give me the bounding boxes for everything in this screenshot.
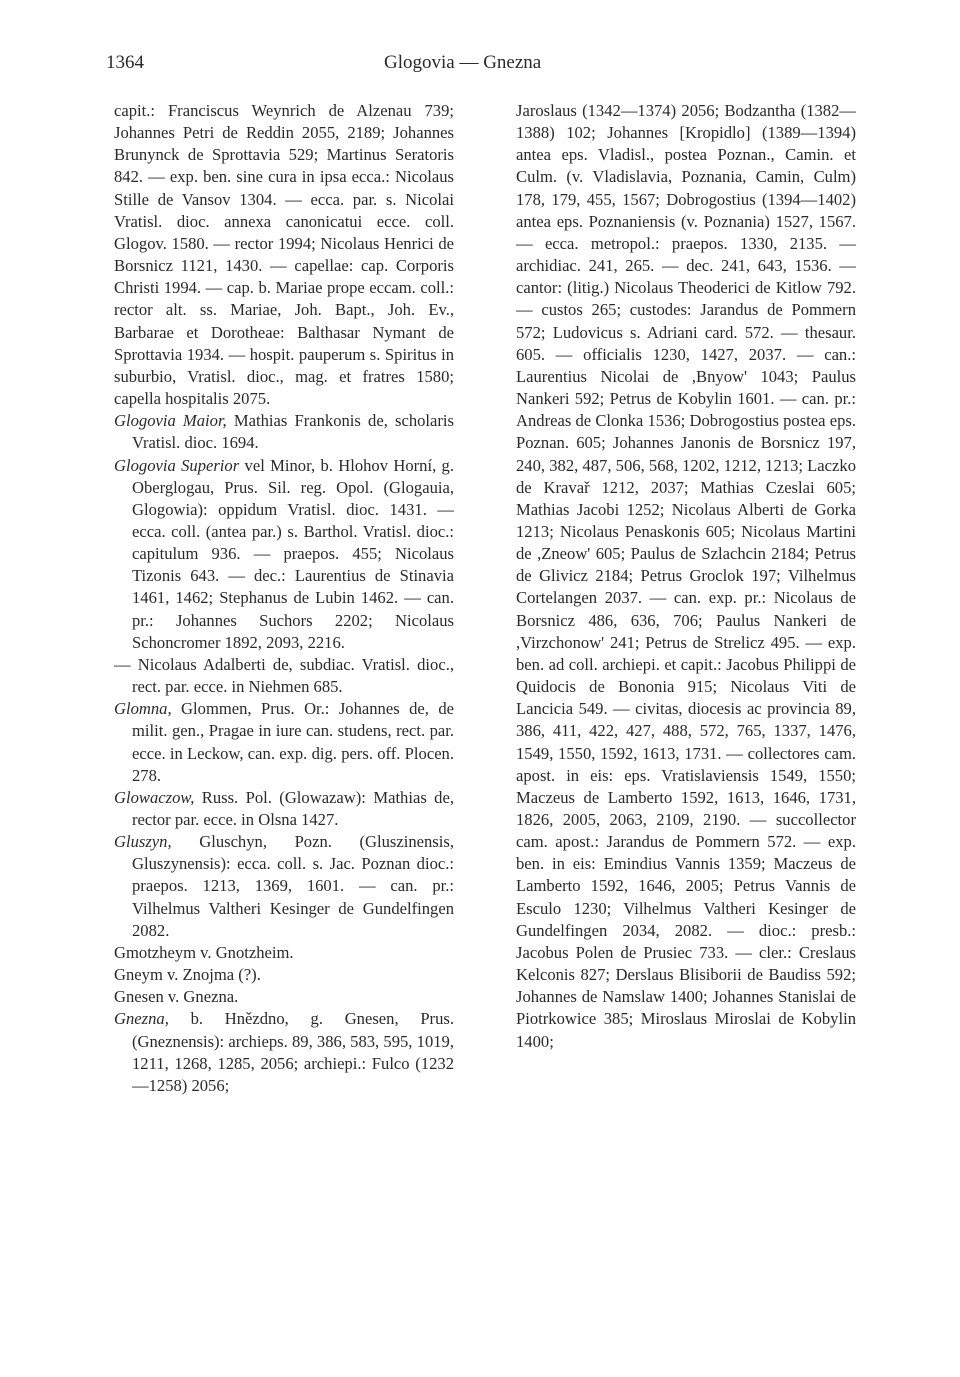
entry-text: Mathias Frankonis de, scholaris Vratisl. dioc. 1694. [132, 411, 454, 453]
entry-text: Jaroslaus (1342—1374) 2056; Bodzantha (1382—1388) 102; Johannes [Kropidlo] (1389—1394) antea eps. Vladisl., postea Poznan., Camin. et Culm. (v. Vladislavia, Poznania, Camin, Culm) 178, 179, 455, 1567; Dobrogostius (1394—1402) antea eps. Poznaniensis (v. Poznania) 1527, 1567. — ecca. metropol.: praepos. 1330, 2135. — archidiac. 241, 265. — dec. 241, 643, 1536. — cantor: (litig.) Nicolaus Theoderici de Kitlow 792. — custos 265; custodes: Jarandus de Pommern 572; Ludovicus s. Adriani card. 572. — thesaur. 605. — officialis 1230, 1427, 2037. — can.: Laurentius Nicolai de ,Bnyow' 1043; Paulus Nankeri 592; Petrus de Kobylin 1601. — can. pr.: Andreas de Clonka 1536; Dobrogostius postea eps. Poznan. 605; Johannes Janonis de Borsnicz 197, 240, 382, 487, 506, 568, 1202, 1212, 1213; Laczko de Kravař 1212, 2037; Mathias Czeslai 605; Mathias Jacobi 1252; Nicolaus Alberti de Gorka 1213; Nicolaus Penaskonis 605; Nicolaus Martini de ,Zneow' 605; Paulus de Szlachcin 2184; Petrus de Glivicz 2184; Petrus Groclok 197; Vilhelmus Cortelangen 2037. — can. exp. pr.: Nicolaus de Borsnicz 486, 636, 706; Paulus Nankeri de ,Virzchonow' 241; Petrus de Strelicz 495. — exp. ben. ad coll. archiepi. et capit.: Jacobus Philippi de Quidocis de Bononia 915; Nicolaus Viti de Lancicia 549. — civitas, diocesis ac provincia 89, 386, 411, 422, 427, 488, 572, 765, 1337, 1476, 1549, 1550, 1592, 1613, 1731. — collectores cam. apost. in eis: eps. Vratislaviensis 1549, 1550; Maczeus de Lamberto 1592, 1613, 1646, 1731, 1826, 2005, 2063, 2109, 2190. — succollector cam. apost.: Jarandus de Pommern 572. — exp. ben. in eis: Emindius Vannis 1359; Maczeus de Lamberto 1592, 1646, 2005; Petrus Vannis de Esculo 1230; Vilhelmus Valtheri Kesinger de Gundelfingen 2034, 2082. — dioc.: presb.: Jacobus Polen de Prusiec 733. — cler.: Creslaus Kelconis 827; Derslaus Blisiborii de Baudiss 592; Johannes de Namslaw 1400; Johannes Stanislai de Piotrkowice 385; Miroslaus Miroslai de Kobylin 1400; [516, 101, 856, 1051]
entry-paragraph [114, 831, 454, 942]
entry-paragraph [114, 698, 454, 787]
right-column [516, 100, 856, 1053]
running-head: Glogovia — Gnezna [384, 52, 542, 73]
entry-headword: Gnezna, [114, 1009, 169, 1029]
entry-paragraph [114, 100, 454, 410]
left-column [114, 100, 454, 1097]
entry-text: Gnesen v. Gnezna. [114, 987, 239, 1007]
entry-headword: Glogovia Maior, [114, 411, 227, 431]
entry-paragraph [114, 942, 454, 964]
entry-paragraph [114, 455, 454, 654]
entry-headword: Gluszyn, [114, 832, 172, 852]
page-number: 1364 [106, 52, 144, 73]
entry-text: Gneym v. Znojma (?). [114, 965, 261, 985]
entry-headword: Glomna, [114, 699, 172, 719]
entry-paragraph [114, 964, 454, 986]
entry-paragraph [114, 410, 454, 454]
entry-text: b. Hnězdno, g. Gnesen, Prus. (Gneznensis): archieps. 89, 386, 583, 595, 1019, 1211, 1268, 1285, 2056; archiepi.: Fulco (1232—1258) 2056; [132, 1009, 454, 1095]
entry-paragraph [114, 986, 454, 1008]
entry-paragraph [114, 654, 454, 698]
entry-text: Glommen, Prus. Or.: Johannes de, de milit. gen., Pragae in iure can. studens, rect. par. ecce. in Leckow, can. exp. dig. pers. off. Plocen. 278. [132, 699, 454, 785]
entry-text: vel Minor, b. Hlohov Horní, g. Oberglogau, Prus. Sil. reg. Opol. (Glogauia, Glogowia): oppidum Vratisl. dioc. 1431. — ecca. coll. (antea par.) s. Barthol. Vratisl. dioc.: capitulum 936. — praepos. 455; Nicolaus Tizonis 643. — dec.: Laurentius de Stinavia 1461, 1462; Stephanus de Lubin 1462. — can. pr.: Johannes Suchors 2202; Nicolaus Schoncromer 1892, 2093, 2216. [132, 455, 455, 652]
entry-paragraph [516, 100, 856, 1053]
page-header [106, 52, 850, 82]
entry-paragraph [114, 1008, 454, 1097]
entry-paragraph [114, 787, 454, 831]
entry-text: Gluschyn, Pozn. (Gluszinensis, Gluszynensis): ecca. coll. s. Jac. Poznan dioc.: praepos. 1213, 1369, 1601. — can. pr.: Vilhelmus Valtheri Kesinger de Gundelfingen 2082. [132, 832, 454, 940]
entry-text: capit.: Franciscus Weynrich de Alzenau 739; Johannes Petri de Reddin 2055, 2189; Johannes Brunynck de Sprottavia 529; Martinus Seratoris 842. — exp. ben. sine cura in ipsa ecca.: Nicolaus Stille de Vansov 1304. — ecca. par. s. Nicolai Vratisl. dioc. annexa canonicatui ecce. coll. Glogov. 1580. — rector 1994; Nicolaus Henrici de Borsnicz 1121, 1430. — capellae: cap. Corporis Christi 1994. — cap. b. Mariae prope eccam. coll.: rector alt. ss. Mariae, Joh. Bapt., Joh. Ev., Barbarae et Dorotheae: Balthasar Nymant de Sprottavia 1934. — hospit. pauperum s. Spiritus in suburbio, Vratisl. dioc., mag. et fratres 1580; capella hospitalis 2075. [114, 101, 454, 409]
entry-text: Russ. Pol. (Glowazaw): Mathias de, rector par. ecce. in Olsna 1427. [132, 787, 454, 829]
entry-text: Gmotzheym v. Gnotzheim. [114, 942, 294, 962]
entry-text: — Nicolaus Adalberti de, subdiac. Vratisl. dioc., rect. par. ecce. in Niehmen 685. [114, 654, 454, 697]
entry-headword: Glowaczow, [114, 787, 195, 807]
entry-headword: Glogovia Superior [114, 455, 240, 475]
